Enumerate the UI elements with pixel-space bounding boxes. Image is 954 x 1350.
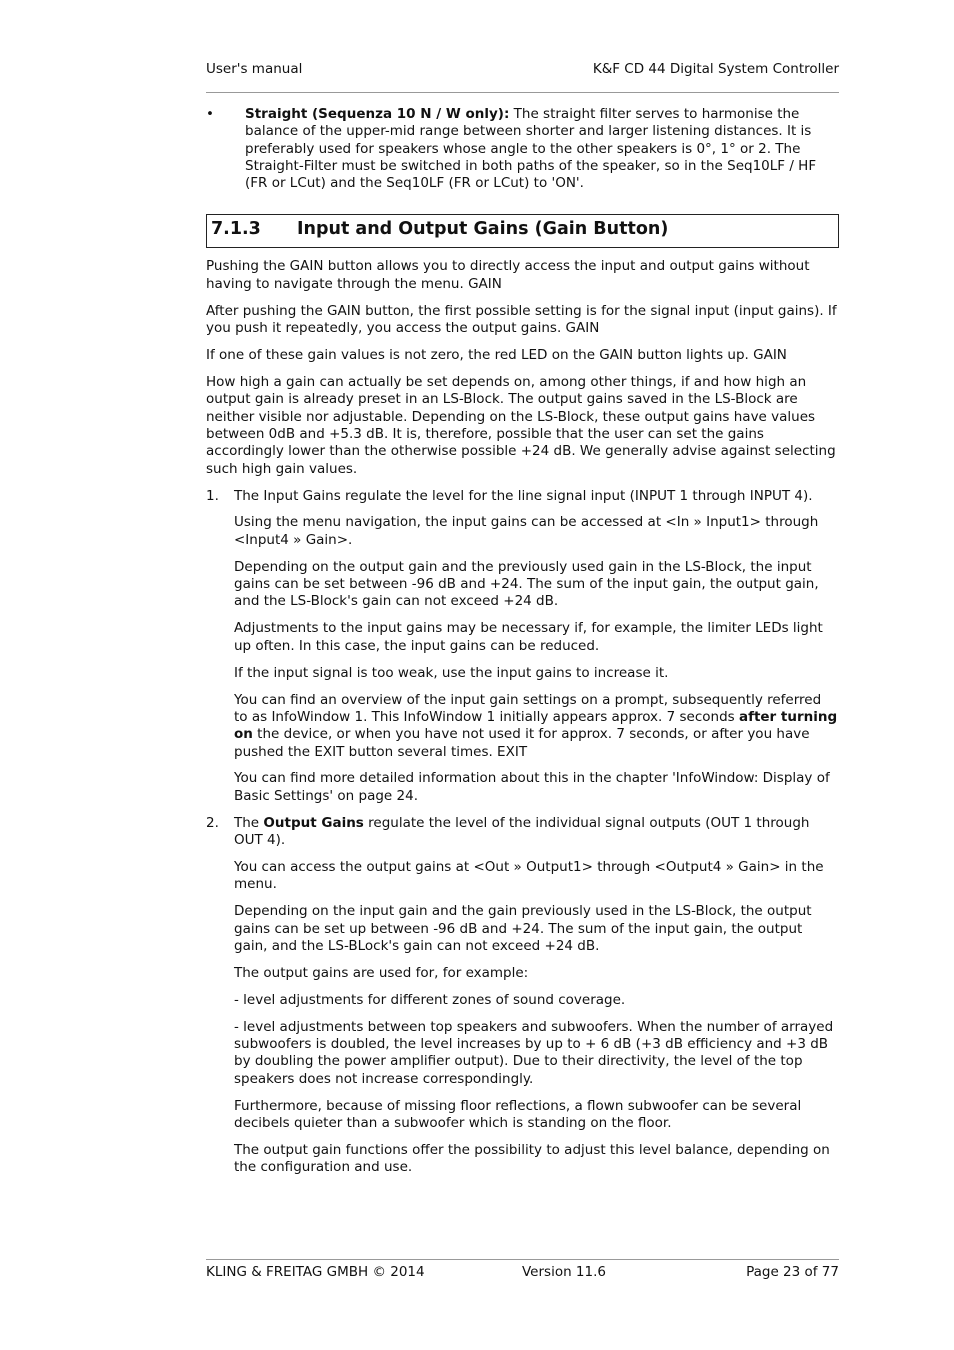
item-paragraph: Furthermore, because of missing floor reflections, a flown subwoofer can be several decibels quieter than a subwoofer which is standing on the floor. (234, 1097, 802, 1132)
item-paragraph: Depending on the input gain and the gain previously used in the LS-Block, the output gains can be set up between -96 dB and +24. The sum of the input gain, the output gain, and the LS-BLock's gain can not exceed +24 dB. (234, 903, 812, 954)
list-item-output-gains (206, 815, 839, 850)
section-heading (206, 214, 839, 248)
list-item-text: The Input Gains regulate the level for the line signal input (INPUT 1 through INPUT 4). (234, 487, 813, 504)
footer-left: KLING & FREITAG GMBH © 2014 (206, 1264, 425, 1280)
footer-page-number: Page 23 of 77 (746, 1264, 839, 1280)
item-paragraph: - level adjustments for different zones of sound coverage. (234, 991, 626, 1008)
page-header (206, 61, 839, 81)
bullet-marker: • (206, 106, 214, 122)
item-paragraph: Using the menu navigation, the input gains can be accessed at <In » Input1> through <Input4 » Gain>. (234, 514, 819, 548)
bullet-bold: Straight (Sequenza 10 N / W only): (245, 106, 510, 122)
header-rule (206, 92, 839, 93)
item-paragraph: Depending on the output gain and the previously used gain in the LS-Block, the input gains can be set between -96 dB and +24. The sum of the input gain, the output gain, and the LS-Block's gain can not exceed +24 dB. (234, 558, 819, 610)
item-paragraph: - level adjustments between top speakers and subwoofers. When the number of arrayed subwoofers is doubled, the level increases by up to + 6 dB (+3 dB efficiency and +3 dB by doubling the power amplifier output). Due to their directivity, the level of the top speakers does not increase correspondingly. (234, 1018, 834, 1087)
item-paragraph: The output gain functions offer the possibility to adjust this level balance, depending on the configuration and use. (234, 1142, 830, 1176)
header-right: K&F CD 44 Digital System Controller (592, 61, 839, 77)
list-number: 1. (206, 487, 219, 504)
info-text-b: the device, or when you have not used it for approx. 7 seconds, or after you have pushed the EXIT button several times. EXIT (234, 726, 810, 760)
section-title: Input and Output Gains (Gain Button) (297, 219, 669, 240)
infowindow-paragraph (206, 692, 839, 761)
list-item-input-gains (206, 488, 839, 505)
item-paragraph: The output gains are used for, for example: (234, 964, 529, 981)
intro-paragraph: After pushing the GAIN button, the first possible setting is for the signal input (input gains). If you push it repeatedly, you access the output gains. GAIN (206, 302, 837, 337)
footer-version: Version 11.6 (522, 1264, 606, 1280)
intro-paragraph: If one of these gain values is not zero, the red LED on the GAIN button lights up. GAIN (206, 347, 787, 364)
intro-paragraph: How high a gain can actually be set depends on, among other things, if and how high an output gain is already preset in an LS-Block. The output gains saved in the LS-Block are neither visible nor adjustable. Depending on the LS-Block, these output gains have values between 0dB and +5.3 dB. It is, therefore, possible that the user can set the gains accordingly lower than the otherwise possible +24 dB. We generally advise against selecting such high gain values. (206, 374, 836, 477)
list-number: 2. (206, 814, 219, 831)
item-paragraph: You can access the output gains at <Out » Output1> through <Output4 » Gain> in the menu. (234, 859, 824, 893)
bullet-straight (206, 106, 839, 192)
page-content (206, 106, 839, 1186)
item-paragraph: You can find more detailed information about this in the chapter 'InfoWindow: Display of Basic Settings' on page 24. (234, 770, 830, 804)
item-paragraph: If the input signal is too weak, use the input gains to increase it. (234, 664, 669, 681)
list-item-bold: Output Gains (263, 814, 364, 831)
footer-rule (206, 1259, 839, 1260)
info-text-a: You can find an overview of the input gain settings on a prompt, subsequently referred to as InfoWindow 1. This InfoWindow 1 initially appears approx. 7 seconds (234, 691, 822, 725)
info-bold: after turning on (234, 708, 838, 743)
bullet-text: The straight filter serves to harmonise the balance of the upper-mid range between shorter and larger listening distances. It is preferably used for speakers whose angle to the other speakers is 0°, 1° or 2. The Straight-Filter must be switched in both paths of the speaker, so in the Seq10LF / HF (FR or LCut) and the Seq10LF (FR or LCut) to 'ON'. (245, 106, 817, 192)
section-number: 7.1.3 (211, 219, 261, 240)
intro-paragraph: Pushing the GAIN button allows you to directly access the input and output gains without having to navigate through the menu. GAIN (206, 258, 810, 292)
item-paragraph: Adjustments to the input gains may be necessary if, for example, the limiter LEDs light up often. In this case, the input gains can be reduced. (234, 620, 823, 654)
list-item-post: regulate the level of the individual signal outputs (OUT 1 through OUT 4). (234, 814, 810, 849)
header-left: User's manual (206, 61, 303, 77)
list-item-pre: The (234, 814, 264, 831)
